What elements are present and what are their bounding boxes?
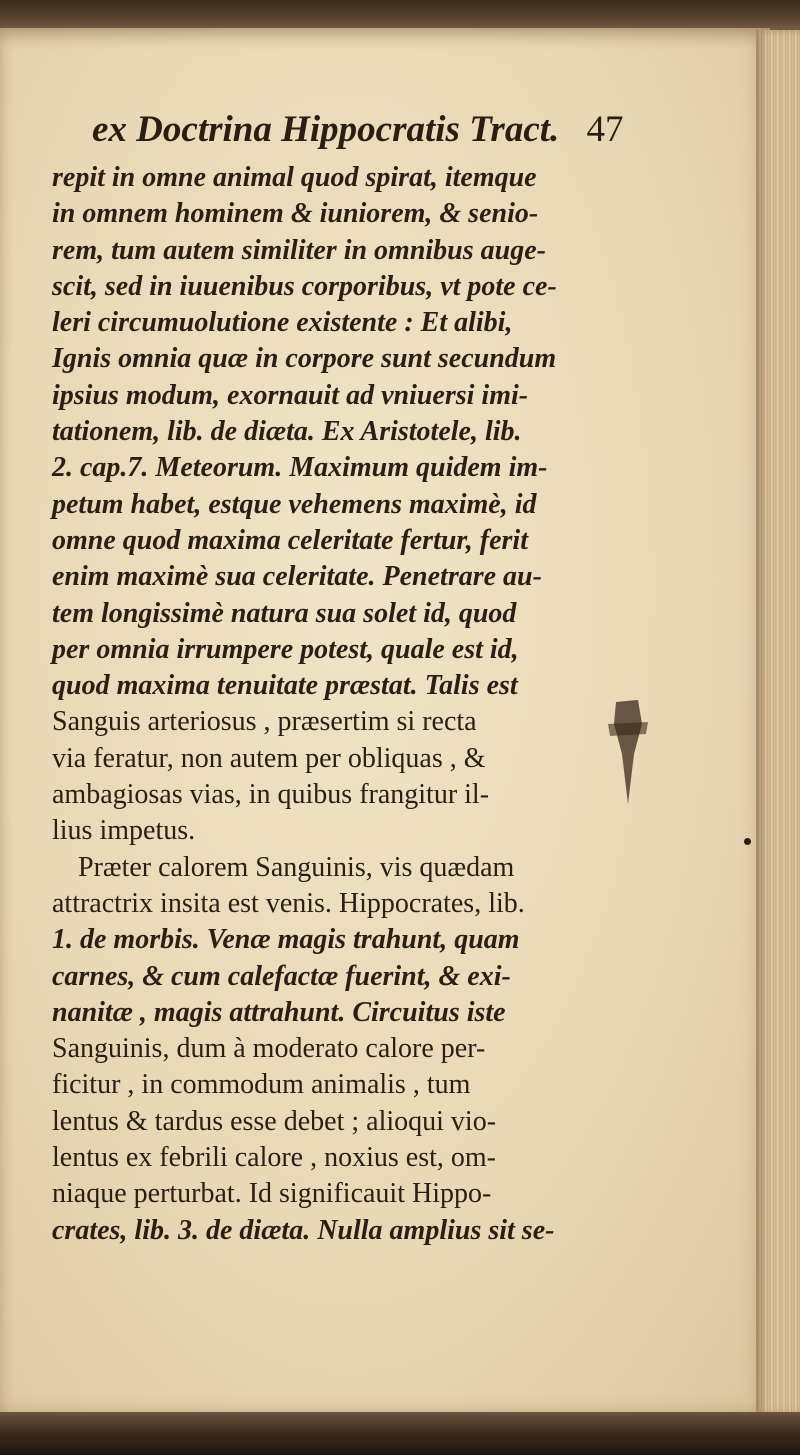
text-line: nanitæ , magis attrahunt. Circuitus iste [52,996,506,1028]
text-line: carnes, & cum calefactæ fuerint, & exi- [52,960,511,992]
text-line: crates, lib. 3. de diæta. Nulla amplius sit se- [52,1214,555,1246]
text-line: lentus & tardus esse debet ; alioqui vio- [52,1105,497,1137]
text-line: per omnia irrumpere potest, quale est id, [52,633,519,665]
text-line: ambagiosas vias, in quibus frangitur il- [52,779,490,811]
text-line: via feratur, non autem per obliquas , & [52,742,486,774]
text-line: Ignis omnia quæ in corpore sunt secundum [52,343,557,375]
text-line: 2. cap.7. Meteorum. Maximum quidem im- [52,452,548,484]
stamp-mark [598,694,658,814]
ink-dot [744,838,751,845]
text-line: petum habet, estque vehemens maximè, id [52,488,537,520]
text-line: lius impetus. [52,815,196,847]
text-line: ipsius modum, exornauit ad vniuersi imi- [52,379,529,411]
text-line: tationem, lib. de diæta. Ex Aristotele, lib. [52,416,522,448]
text-line: tem longissimè natura sua solet id, quod [52,597,517,629]
text-line: leri circumuolutione existente : Et alibi, [52,307,513,339]
text-line: Sanguinis, dum à moderato calore per- [52,1033,486,1065]
page-number: 47 [586,109,624,150]
text-block [52,160,622,1249]
text-line: in omnem hominem & iuniorem, & senio- [52,198,539,230]
book-bottom-edge [0,1412,800,1455]
running-head-title: ex Doctrina Hippocratis Tract. [92,109,560,150]
text-line: attractrix insita est venis. Hippocrates, lib. [52,887,525,919]
text-line: scit, sed in iuuenibus corporibus, vt pote ce- [52,270,557,302]
text-line: Sanguis arteriosus , præsertim si recta [52,706,477,738]
text-line: ficitur , in commodum animalis , tum [52,1069,471,1101]
text-line: quod maxima tenuitate præstat. Talis est [52,670,518,702]
text-line: niaque perturbat. Id significauit Hippo- [52,1178,492,1210]
text-line: Præter calorem Sanguinis, vis quædam [78,851,515,883]
text-line: repit in omne animal quod spirat, itemque [52,162,537,193]
text-line: rem, tum autem similiter in omnibus auge- [52,234,546,266]
text-line: enim maximè sua celeritate. Penetrare au- [52,561,542,593]
text-line: 1. de morbis. Venæ magis trahunt, quam [52,924,520,956]
running-head [92,108,712,158]
text-line: lentus ex febrili calore , noxius est, om- [52,1142,496,1174]
page-fore-edge [756,30,800,1414]
text-line: omne quod maxima celeritate fertur, ferit [52,524,528,556]
